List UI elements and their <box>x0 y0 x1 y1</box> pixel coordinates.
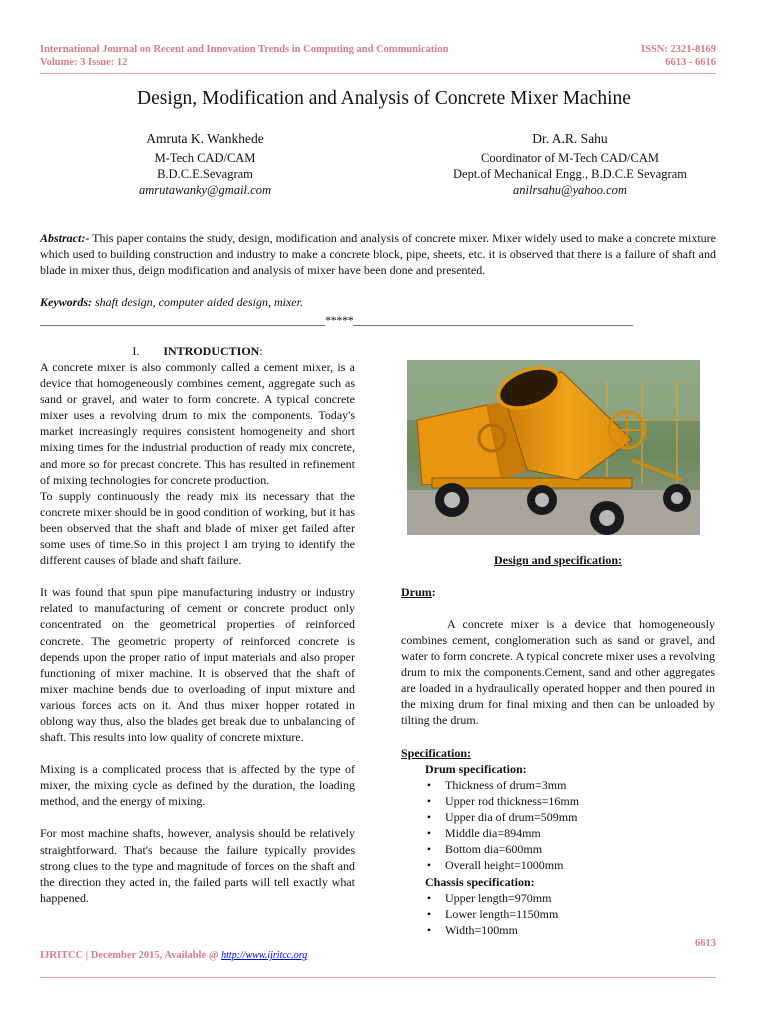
bullet: • <box>426 794 432 808</box>
list-item <box>425 922 740 938</box>
list-item <box>425 890 740 906</box>
list-item <box>425 809 740 825</box>
intro-body <box>40 359 355 906</box>
drum-heading-text: Drum <box>401 585 432 599</box>
specification-heading <box>401 745 716 761</box>
page-number: 6613 <box>695 938 716 949</box>
concrete-mixer-photo <box>407 360 700 535</box>
list-item-text: Upper dia of drum=509mm <box>445 810 578 824</box>
bullet: • <box>426 891 432 905</box>
intro-paragraph-5: For most machine shafts, however, analysis should be relatively straightforward. That's because the failure typically provides strong clues to the type and magnitude of forces on the shaft and the direction they acted in, the failed parts will tell exactly what happened. <box>40 826 355 905</box>
intro-heading <box>40 343 355 359</box>
list-item-text: Width=100mm <box>445 923 518 937</box>
author-name: Dr. A.R. Sahu <box>532 131 608 146</box>
footer <box>40 950 307 961</box>
bullet: • <box>426 826 432 840</box>
drum-spec-list <box>425 777 740 873</box>
list-item <box>425 777 740 793</box>
journal-link[interactable]: http://www.ijritcc.org <box>221 950 308 961</box>
list-item-text: Overall height=1000mm <box>445 858 564 872</box>
author-affiliation: Coordinator of M-Tech CAD/CAM <box>481 151 659 165</box>
chassis-spec-heading-text: Chassis specification: <box>425 875 535 889</box>
footer-text: IJRITCC | December 2015, Available @ <box>40 950 222 961</box>
journal-name: International Journal on Recent and Innovation Trends in Computing and Communication <box>40 44 449 55</box>
bullet: • <box>426 842 432 856</box>
journal-pages: 6613 - 6616 <box>665 57 716 68</box>
paper-title: Design, Modification and Analysis of Concrete Mixer Machine <box>137 88 631 109</box>
section-colon: : <box>259 344 263 358</box>
specification-heading-text: Specification: <box>401 746 471 760</box>
list-item <box>425 906 740 922</box>
journal-volume: Volume: 3 Issue: 12 <box>40 57 128 68</box>
header-rule <box>40 73 716 74</box>
drum-heading-colon: : <box>431 585 436 599</box>
design-heading-text: Design and specification: <box>493 553 622 567</box>
abstract-text: This paper contains the study, design, modification and analysis of concrete mixer. Mixer widely used to make a concrete mixture which used to building construction and industry to make a concrete block, pipe, sheets, etc. it is observed that there is a failure of shaft and blade in mixer thus, deign modification and analysis of mixer have been done and presented. <box>40 231 716 277</box>
chassis-spec-list <box>425 890 740 938</box>
bullet: • <box>426 810 432 824</box>
author-2 <box>420 131 720 198</box>
list-item <box>425 841 740 857</box>
list-item-text: Middle dia=894mm <box>445 826 541 840</box>
drum-spec-heading <box>425 761 740 777</box>
intro-paragraph-2: To supply continuously the ready mix its necessary that the concrete mixer should be in good condition of working, but it has been observed that the shaft and blade of mixer get failed after some uses of time.So in this project I am trying to identify the different causes of blade and shaft failure. <box>40 488 355 568</box>
intro-paragraph-1: A concrete mixer is also commonly called a cement mixer, is a device that homogeneously combines cement, aggregate such as sand or gravel, and water to form concrete. A typical concrete mixer uses a revolving drum to mix the components. Today's market increasingly requires consistent homogeneity and short mixing times for the industrial production of ready mix concrete, and more so for precast concrete. This has resulted in refinement of mixing technologies for concrete production. <box>40 360 355 487</box>
design-heading <box>401 552 715 568</box>
author-affiliation: B.D.C.E.Sevagram <box>157 167 253 181</box>
section-separator: __________________________________________________*****_________________________________________________ <box>40 313 633 327</box>
section-title: INTRODUCTION <box>163 344 260 358</box>
chassis-spec-heading <box>425 874 740 890</box>
author-email[interactable]: anilrsahu@yahoo.com <box>513 183 627 197</box>
list-item-text: Bottom dia=600mm <box>445 842 543 856</box>
bullet: • <box>426 778 432 792</box>
bullet: • <box>426 923 432 937</box>
bullet: • <box>426 907 432 921</box>
list-item-text: Upper length=970mm <box>445 891 552 905</box>
list-item-text: Thickness of drum=3mm <box>445 778 567 792</box>
author-email[interactable]: amrutawanky@gmail.com <box>139 183 271 197</box>
intro-paragraph-3: It was found that spun pipe manufacturing industry or industry related to manufacturing of cement or concrete product only concentrated on the geometrical properties of reinforced concrete. The geometric property of reinforced concrete is depends upon the proper ratio of input materials and also proper functioning of mixer machine. It is observed that the shaft of mixer machine bends due to overloading of input mixture and various forces acts on it. And thus mixer hopper rotated in oblong way thus, also the blades get break due to unbalancing of shaft. This results into low quality of concrete mixture. <box>40 585 355 745</box>
keywords-text: shaft design, computer aided design, mixer. <box>92 295 303 309</box>
drum-spec-heading-text: Drum specification: <box>425 762 527 776</box>
keywords <box>40 294 716 310</box>
abstract-label: Abstract:- <box>40 231 90 245</box>
list-item-text: Upper rod thickness=16mm <box>445 794 580 808</box>
drum-heading <box>401 584 716 600</box>
author-affiliation: M-Tech CAD/CAM <box>154 151 256 165</box>
section-number: I. <box>132 344 140 358</box>
list-item <box>425 825 740 841</box>
list-item-text: Lower length=1150mm <box>445 907 559 921</box>
abstract <box>40 230 716 278</box>
author-name: Amruta K. Wankhede <box>146 131 264 146</box>
intro-paragraph-4: Mixing is a complicated process that is affected by the type of mixer, the mixing cycle as defined by the duration, the loading method, and the energy of mixing. <box>40 762 355 809</box>
author-affiliation: Dept.of Mechanical Engg., B.D.C.E Sevagram <box>453 167 687 181</box>
keywords-label: Keywords: <box>40 295 92 309</box>
drum-description: A concrete mixer is a device that homogeneously combines cement, conglomeration such as sand or gravel, and water to form concrete. A typical concrete mixer uses a revolving drum to mix the components.Cement, sand and other aggregates are loaded in a hydraulically operated hopper and then poured in the mixing drum for final mixing and then can be unloaded by tilting the drum. <box>401 617 715 727</box>
list-item <box>425 857 740 873</box>
journal-issn: ISSN: 2321-8169 <box>641 44 716 55</box>
author-1 <box>95 131 315 198</box>
list-item <box>425 793 740 809</box>
footer-rule <box>40 977 716 978</box>
bullet: • <box>426 858 432 872</box>
